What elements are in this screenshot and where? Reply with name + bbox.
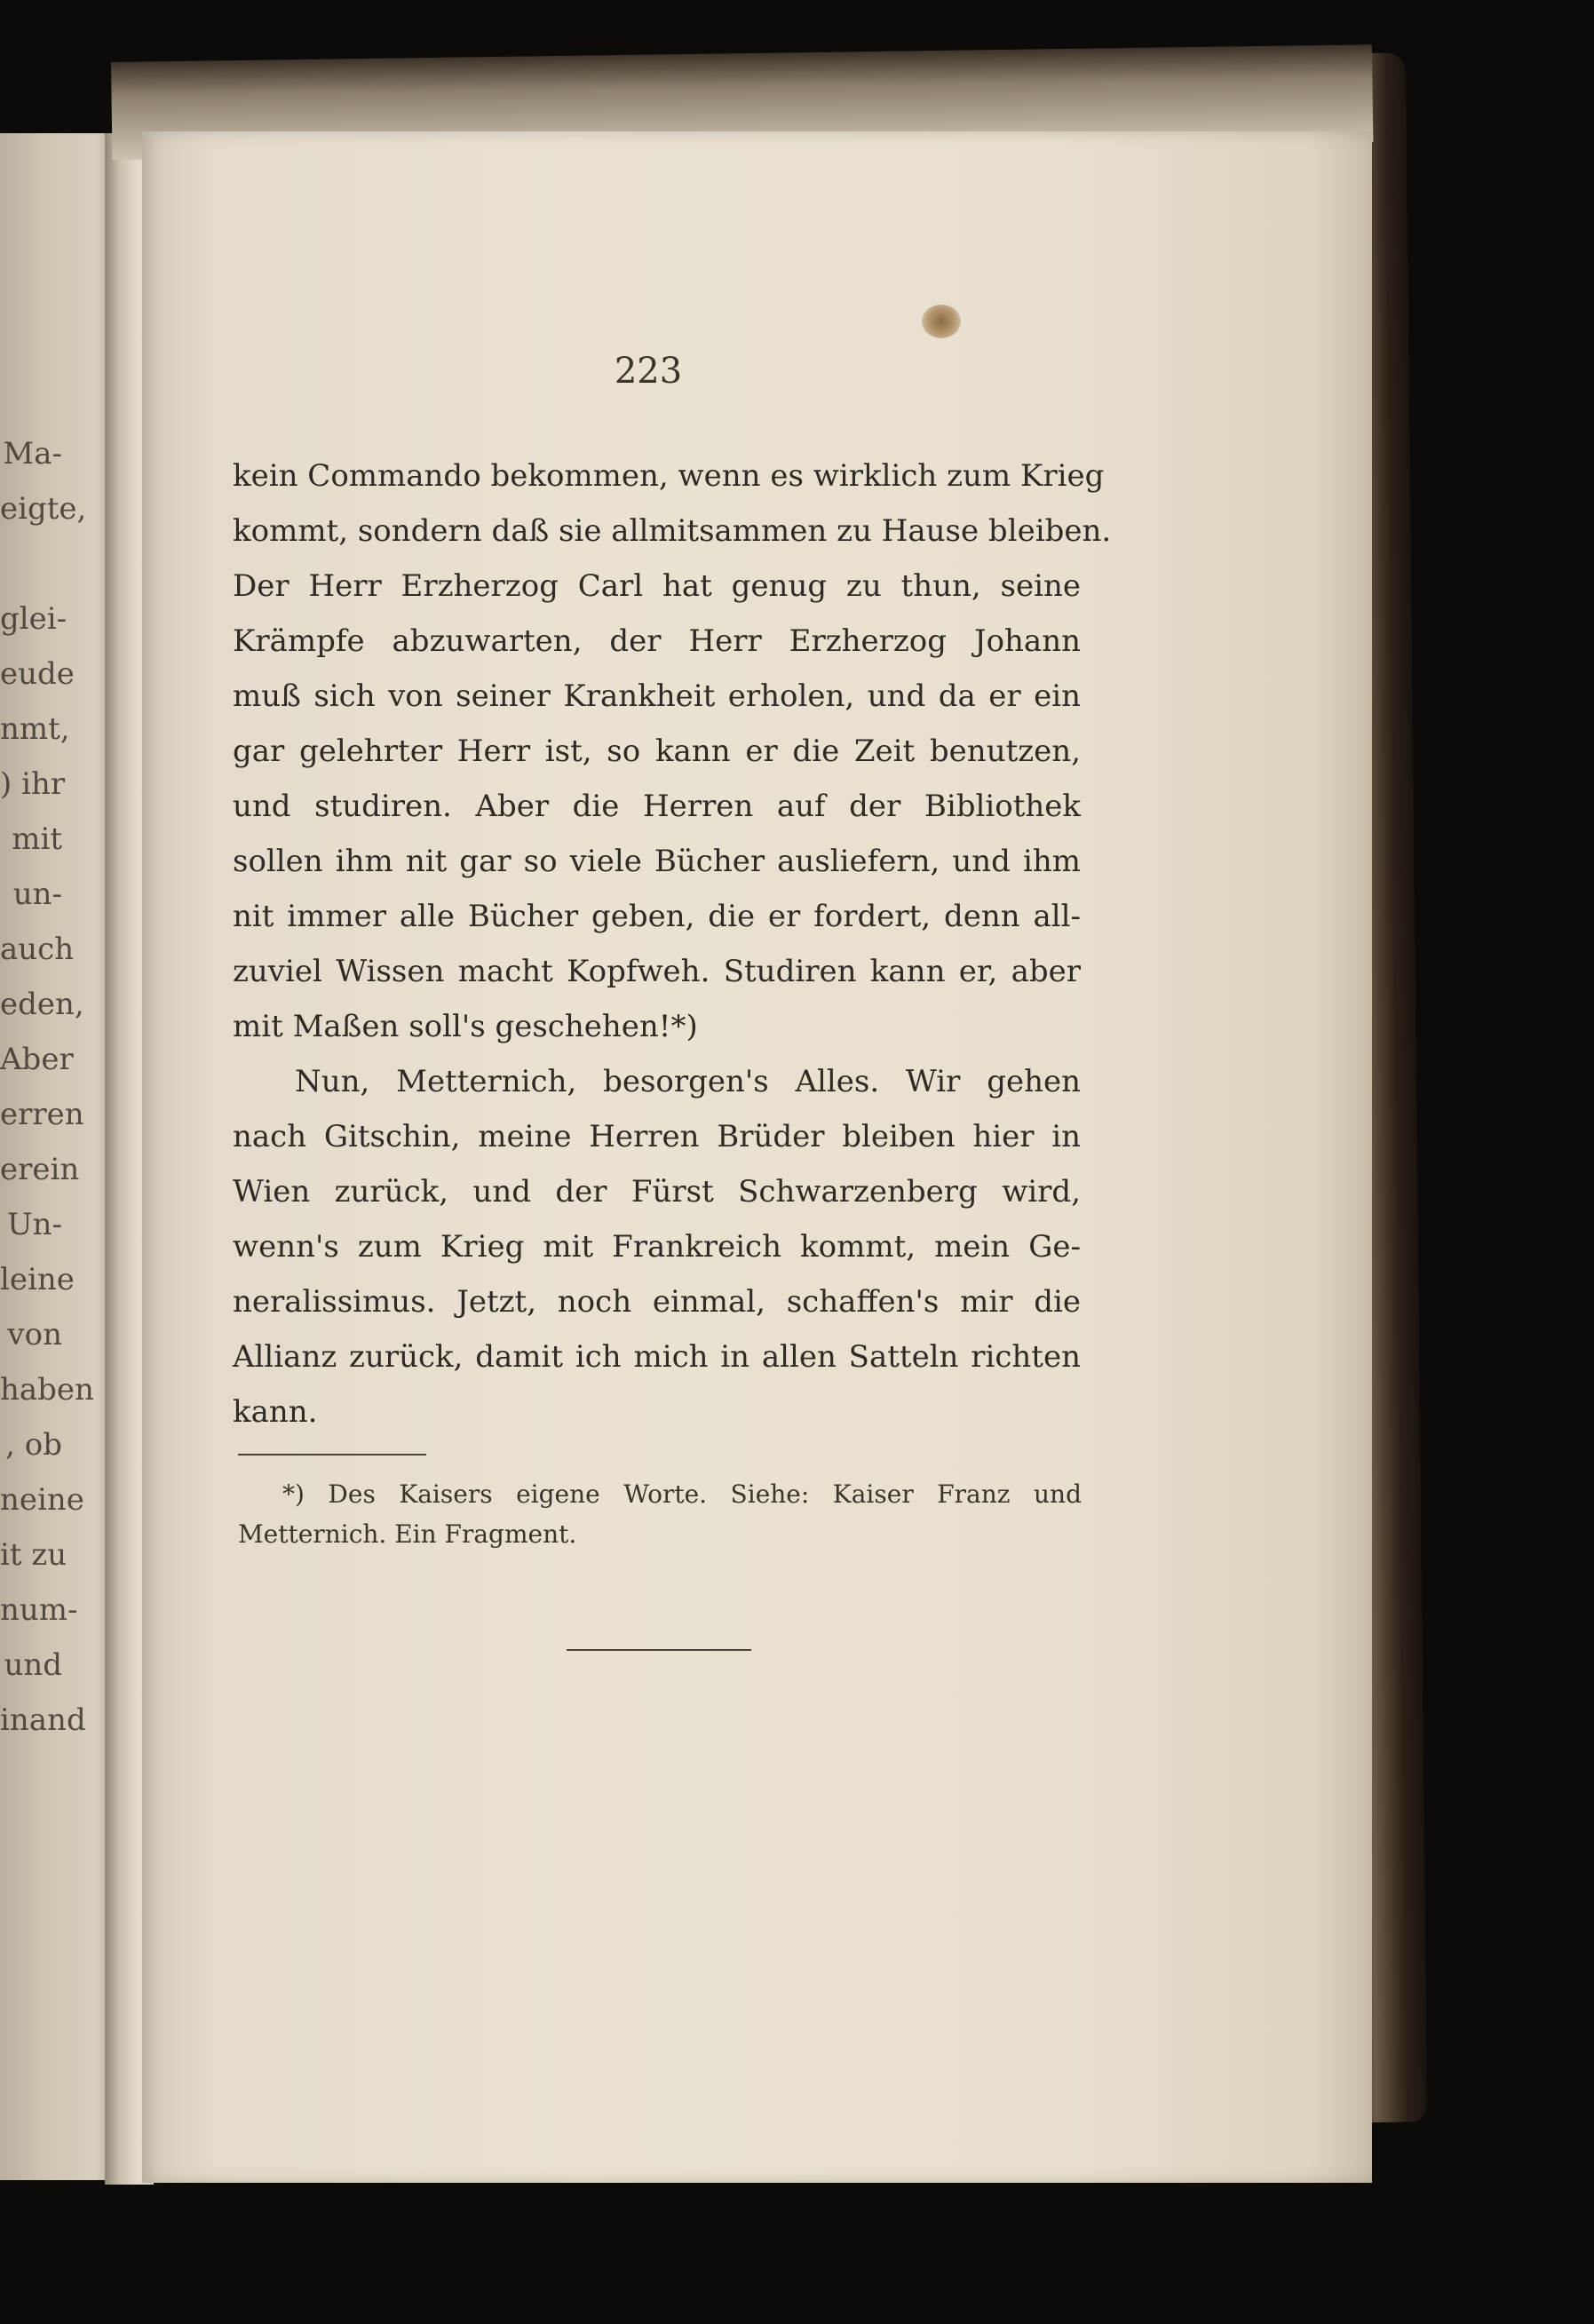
body-text	[233, 448, 1112, 1440]
text-line: muß sich von seiner Krankheit erholen, und da er ein	[233, 678, 1081, 714]
text-line: kann.	[233, 1394, 318, 1430]
text-line: gar gelehrter Herr ist, so kann er die Zeit benutzen,	[233, 734, 1081, 769]
previous-page-line: erein	[0, 1152, 80, 1187]
text-line: und studiren. Aber die Herren auf der Bibliothek	[233, 789, 1081, 824]
previous-page-line: ) ihr	[0, 766, 66, 802]
previous-page-line: , ob	[5, 1427, 62, 1463]
previous-page-line: un-	[12, 876, 62, 912]
text-line: kein Commando bekommen, wenn es wirklich zum Krieg	[233, 458, 1105, 494]
footnote	[238, 1474, 1082, 1554]
previous-page-line: Aber	[0, 1042, 74, 1077]
previous-page-line: neine	[0, 1482, 84, 1518]
text-line: sollen ihm nit gar so viele Bücher ausliefern, und ihm	[233, 844, 1081, 879]
text-line: mit Maßen soll's geschehen!*)	[233, 1009, 698, 1044]
previous-page-line: auch	[0, 932, 75, 967]
page-number: 223	[614, 351, 683, 392]
section-end-divider	[567, 1649, 751, 1651]
text-line: Wien zurück, und der Fürst Schwarzenberg wird,	[233, 1174, 1081, 1210]
previous-page-text	[0, 426, 94, 1748]
previous-page-line: inand	[0, 1702, 86, 1738]
text-line: Allianz zurück, damit ich mich in allen Satteln richten	[233, 1339, 1081, 1375]
text-line: nach Gitschin, meine Herren Brüder bleiben hier in	[233, 1119, 1081, 1154]
previous-page-line: nmt,	[0, 711, 70, 747]
previous-page-line: leine	[0, 1262, 75, 1297]
previous-page-line: eden,	[0, 987, 84, 1022]
footnote-line: *) Des Kaisers eigene Worte. Siehe: Kaiser Franz und	[282, 1479, 1082, 1509]
previous-page-line: it zu	[0, 1537, 67, 1573]
footnote-divider	[238, 1454, 426, 1455]
text-line: kommt, sondern daß sie allmitsammen zu Hause bleiben.	[233, 513, 1112, 549]
previous-page-line: eigte,	[0, 491, 87, 527]
previous-page-line: mit	[12, 821, 62, 857]
text-line: Nun, Metternich, besorgen's Alles. Wir gehen	[295, 1064, 1081, 1099]
previous-page-line: glei-	[0, 601, 67, 637]
previous-page-line	[0, 536, 62, 591]
text-line: Der Herr Erzherzog Carl hat genug zu thun, seine	[233, 568, 1081, 604]
paper-stain	[922, 305, 961, 338]
footnote-line: Metternich. Ein Fragment.	[238, 1519, 577, 1549]
previous-page-line: Ma-	[3, 436, 62, 472]
previous-page-line: eude	[0, 656, 75, 692]
previous-page-line: erren	[0, 1097, 84, 1132]
text-line: Krämpfe abzuwarten, der Herr Erzherzog Johann	[233, 623, 1081, 659]
text-line: zuviel Wissen macht Kopfweh. Studiren kann er, aber	[233, 954, 1081, 989]
previous-page-line: und	[4, 1647, 62, 1683]
previous-page-line: Un-	[6, 1207, 62, 1242]
text-line: wenn's zum Krieg mit Frankreich kommt, mein Ge-	[233, 1229, 1081, 1265]
text-line: nit immer alle Bücher geben, die er fordert, denn all-	[233, 899, 1081, 934]
previous-page-line: von	[7, 1317, 62, 1352]
previous-page-line: haben	[0, 1372, 94, 1408]
previous-page-line: num-	[0, 1592, 78, 1628]
text-line: neralissimus. Jetzt, noch einmal, schaffen's mir die	[233, 1284, 1081, 1320]
